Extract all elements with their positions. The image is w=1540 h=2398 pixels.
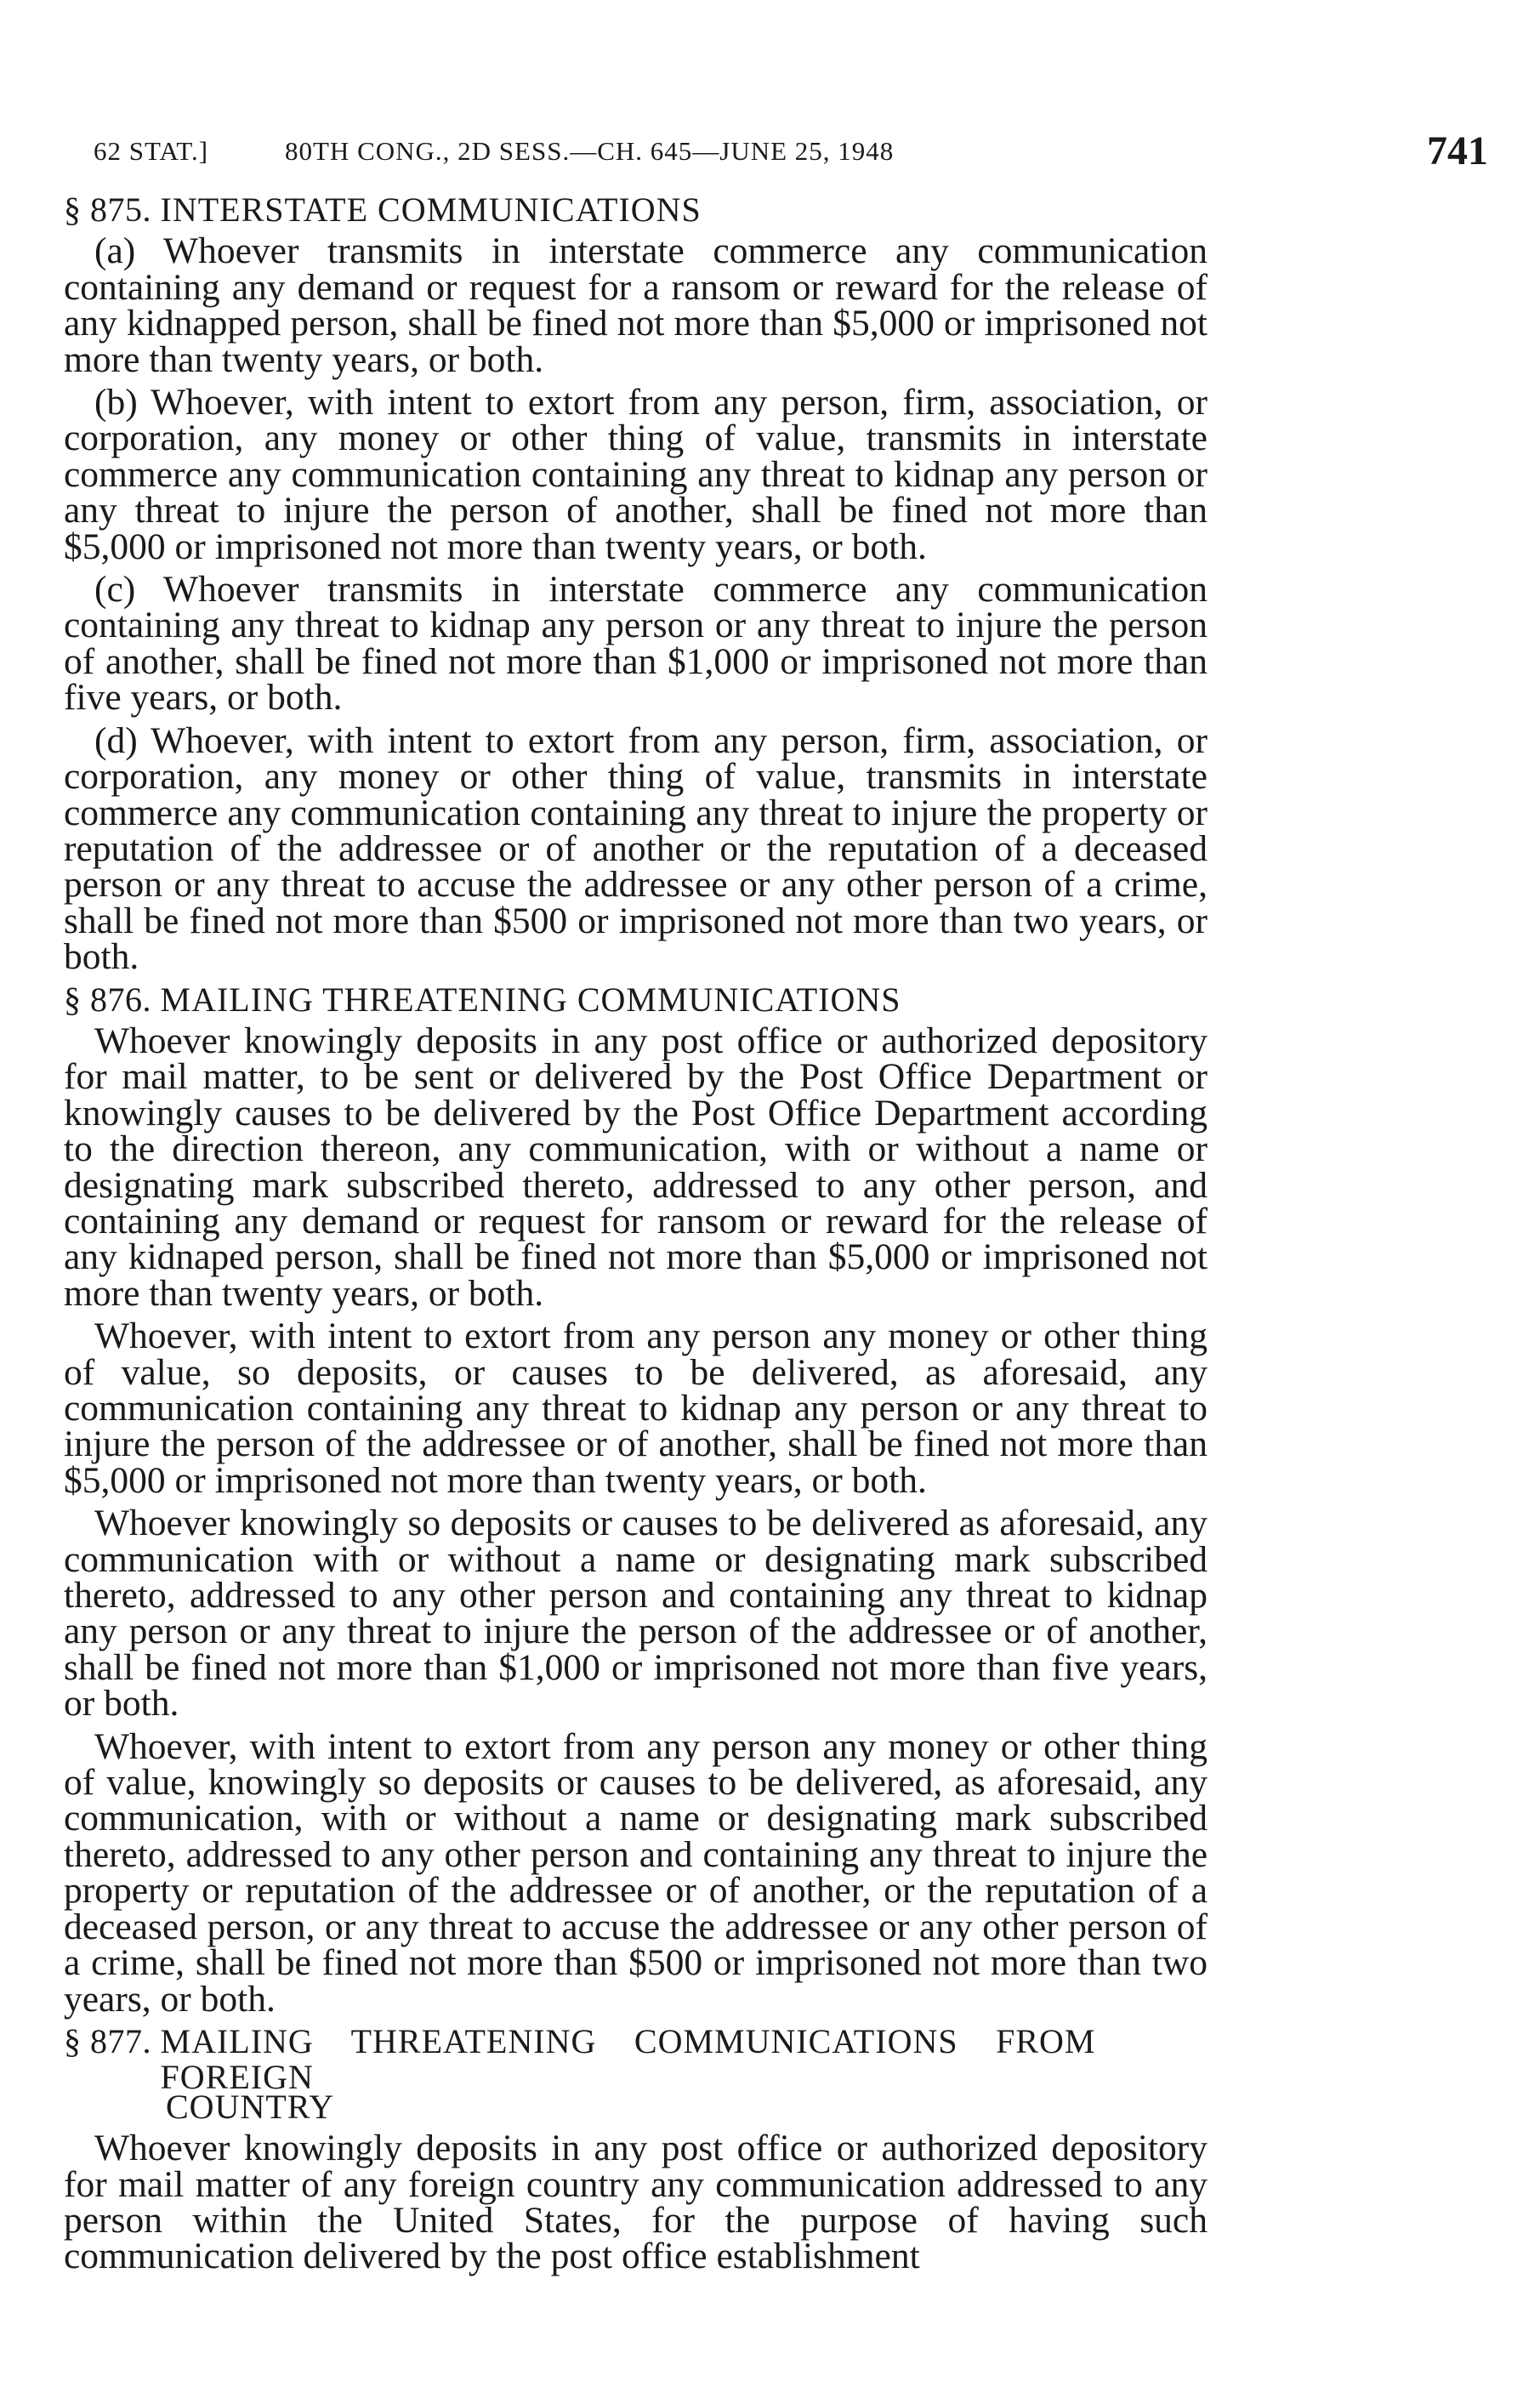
paragraph-877-1: Whoever knowingly deposits in any post office or authorized depository for mail matter of any foreign country any communication addressed to any person within the United States, for the purpose of having such communication delivered by the post office establishment bbox=[64, 2128, 1208, 2277]
section-heading-875 bbox=[64, 192, 1208, 228]
statute-body bbox=[64, 189, 1208, 2282]
section-title: MAILING THREATENING COMMUNICATIONS FROM FOREIGN bbox=[160, 2021, 1096, 2097]
paragraph-876-2: Whoever, with intent to extort from any person any money or other thing of value, so deposits, or causes to be delivered, as aforesaid, any communication containing any threat to kidnap any person or any threat to injure the person of the addressee or of another, shall be fined not more than $5,000 or imprisoned not more than twenty years, or both. bbox=[64, 1315, 1208, 1501]
paragraph-876-1: Whoever knowingly deposits in any post office or authorized depository for mail matter, to be sent or delivered by the Post Office Department or knowingly causes to be delivered by the Post Office Department according to the direction thereon, any communication, with or without a name or designating mark subscribed thereto, addressed to any other person, and containing any demand or request for ransom or reward for the release of any kidnaped person, shall be fined not more than $5,000 or imprisoned not more than twenty years, or both. bbox=[64, 1020, 1208, 1314]
paragraph-875-c: (c) Whoever transmits in interstate commerce any communication containing any threat to kidnap any person or any threat to injure the person of another, shall be fined not more than $1,000 or imprisoned not more than five years, or both. bbox=[64, 569, 1208, 719]
section-number: § 876. bbox=[64, 980, 151, 1019]
paragraph-875-a: (a) Whoever transmits in interstate commerce any communication containing any demand or request for a ransom or reward for the release of any kidnapped person, shall be fined not more than $5,000 or imprisoned not more than twenty years, or both. bbox=[64, 230, 1208, 380]
section-number: § 877. bbox=[64, 2021, 151, 2060]
paragraph-875-b: (b) Whoever, with intent to extort from any person, firm, association, or corporation, any money or other thing of value, transmits in interstate commerce any communication containing any threat to kidnap any person or any threat to injure the person of another, shall be fined not more than $5,000 or imprisoned not more than twenty years, or both. bbox=[64, 382, 1208, 567]
paragraph-876-4: Whoever, with intent to extort from any person any money or other thing of value, knowingly so deposits or causes to be delivered, as aforesaid, any communication, with or without a name or designating mark subscribed thereto, addressed to any other person and containing any threat to injure the property or reputation of the addressee or of another, or the reputation of a deceased person, or any threat to accuse the addressee or any other person of a crime, shall be fined not more than $500 or imprisoned not more than two years, or both. bbox=[64, 1725, 1208, 2020]
statute-volume-ref: 62 STAT.] bbox=[94, 136, 209, 166]
paragraph-876-3: Whoever knowingly so deposits or causes to be delivered as aforesaid, any communication with or without a name or designating mark subscribed thereto, addressed to any other person and containing any threat to kidnap any person or any threat to injure the person of the addressee or of another, shall be fined not more than $1,000 or imprisoned not more than five years, or both. bbox=[64, 1503, 1208, 1725]
section-heading-877 bbox=[64, 2021, 1208, 2126]
section-title-continuation: COUNTRY bbox=[166, 2087, 335, 2126]
section-title: MAILING THREATENING COMMUNICATIONS bbox=[160, 980, 901, 1019]
section-number: § 875. bbox=[64, 190, 151, 229]
paragraph-875-d: (d) Whoever, with intent to extort from any person, firm, association, or corporation, any money or other thing of value, transmits in interstate commerce any communication containing any threat to injure the property or reputation of the addressee or of another or the reputation of a deceased person or any threat to accuse the addressee or any other person of a crime, shall be fined not more than $500 or imprisoned not more than two years, or both. bbox=[64, 719, 1208, 978]
page-number: 741 bbox=[1427, 128, 1488, 173]
section-heading-876 bbox=[64, 982, 1208, 1018]
running-head bbox=[94, 128, 1488, 179]
section-title: INTERSTATE COMMUNICATIONS bbox=[160, 190, 702, 229]
session-chapter-date: 80TH CONG., 2D SESS.—CH. 645—JUNE 25, 1948 bbox=[285, 136, 895, 166]
